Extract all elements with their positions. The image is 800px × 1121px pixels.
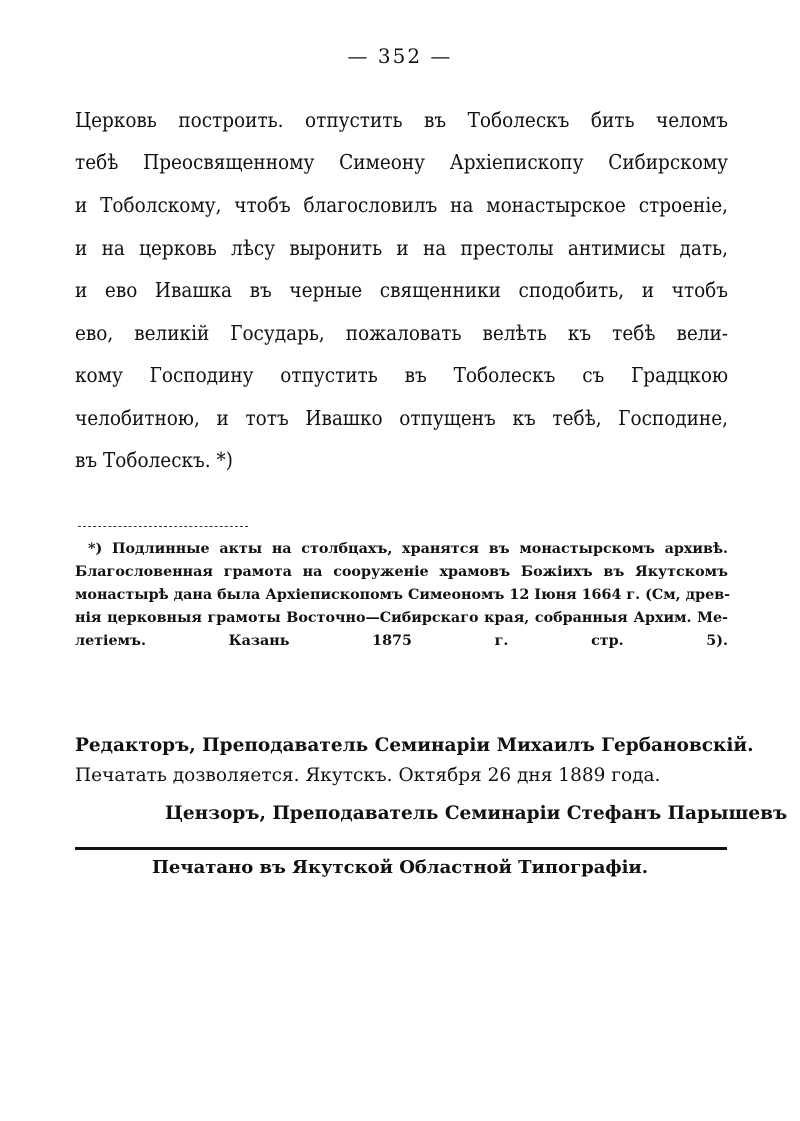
body-line: и ево Ивашка въ черные священники сподобить, и чтобъ: [75, 278, 728, 302]
horizontal-rule: [75, 847, 727, 850]
body-line: тебѣ Преосвященному Симеону Архіепископу Сибирскому: [75, 150, 728, 174]
body-line: челобитною, и тотъ Ивашко отпущенъ къ тебѣ, Господине,: [75, 406, 728, 430]
body-line: Церковь построить. отпустить въ Тоболескъ бить челомъ: [75, 108, 728, 132]
body-line: и на церковь лѣсу выронить и на престолы антимисы дать,: [75, 236, 728, 260]
footnote-line: нія церковныя грамоты Восточно—Сибирскаго края, собранныя Архим. Ме-: [75, 610, 728, 626]
permission-line: Печатать дозволяется. Якутскъ. Октября 26 дня 1889 года.: [75, 765, 661, 786]
page-number: — 352 —: [347, 44, 453, 68]
editor-line: Редакторъ, Преподаватель Семинаріи Михаилъ Гербановскій.: [75, 735, 754, 756]
footnote-line: *) Подлинные акты на столбцахъ, хранятся въ монастырскомъ архивѣ.: [88, 541, 728, 557]
body-line: кому Господину отпустить въ Тоболескъ съ Градцкою: [75, 363, 728, 387]
body-line: въ Тоболескъ. *): [75, 448, 233, 472]
body-line: ево, великій Государь, пожаловать велѣть къ тебѣ вели-: [75, 321, 728, 345]
body-line: и Тоболскому, чтобъ благословилъ на монастырское строеніе,: [75, 193, 728, 217]
footnote-line: монастырѣ дана была Архіепископомъ Симеономъ 12 Іюня 1664 г. (См, древ-: [75, 587, 731, 603]
footnote-line: Благословенная грамота на сооруженіе храмовъ Божіихъ въ Якутскомъ: [75, 564, 728, 580]
censor-line: Цензоръ, Преподаватель Семинаріи Стефанъ Парышевъ: [165, 803, 788, 824]
footnote-line: летіемъ. Казань 1875 г. стр. 5).: [75, 633, 728, 649]
footnote-separator: [78, 526, 248, 527]
printer-line: Печатано въ Якутской Областной Типографіи.: [151, 857, 649, 878]
